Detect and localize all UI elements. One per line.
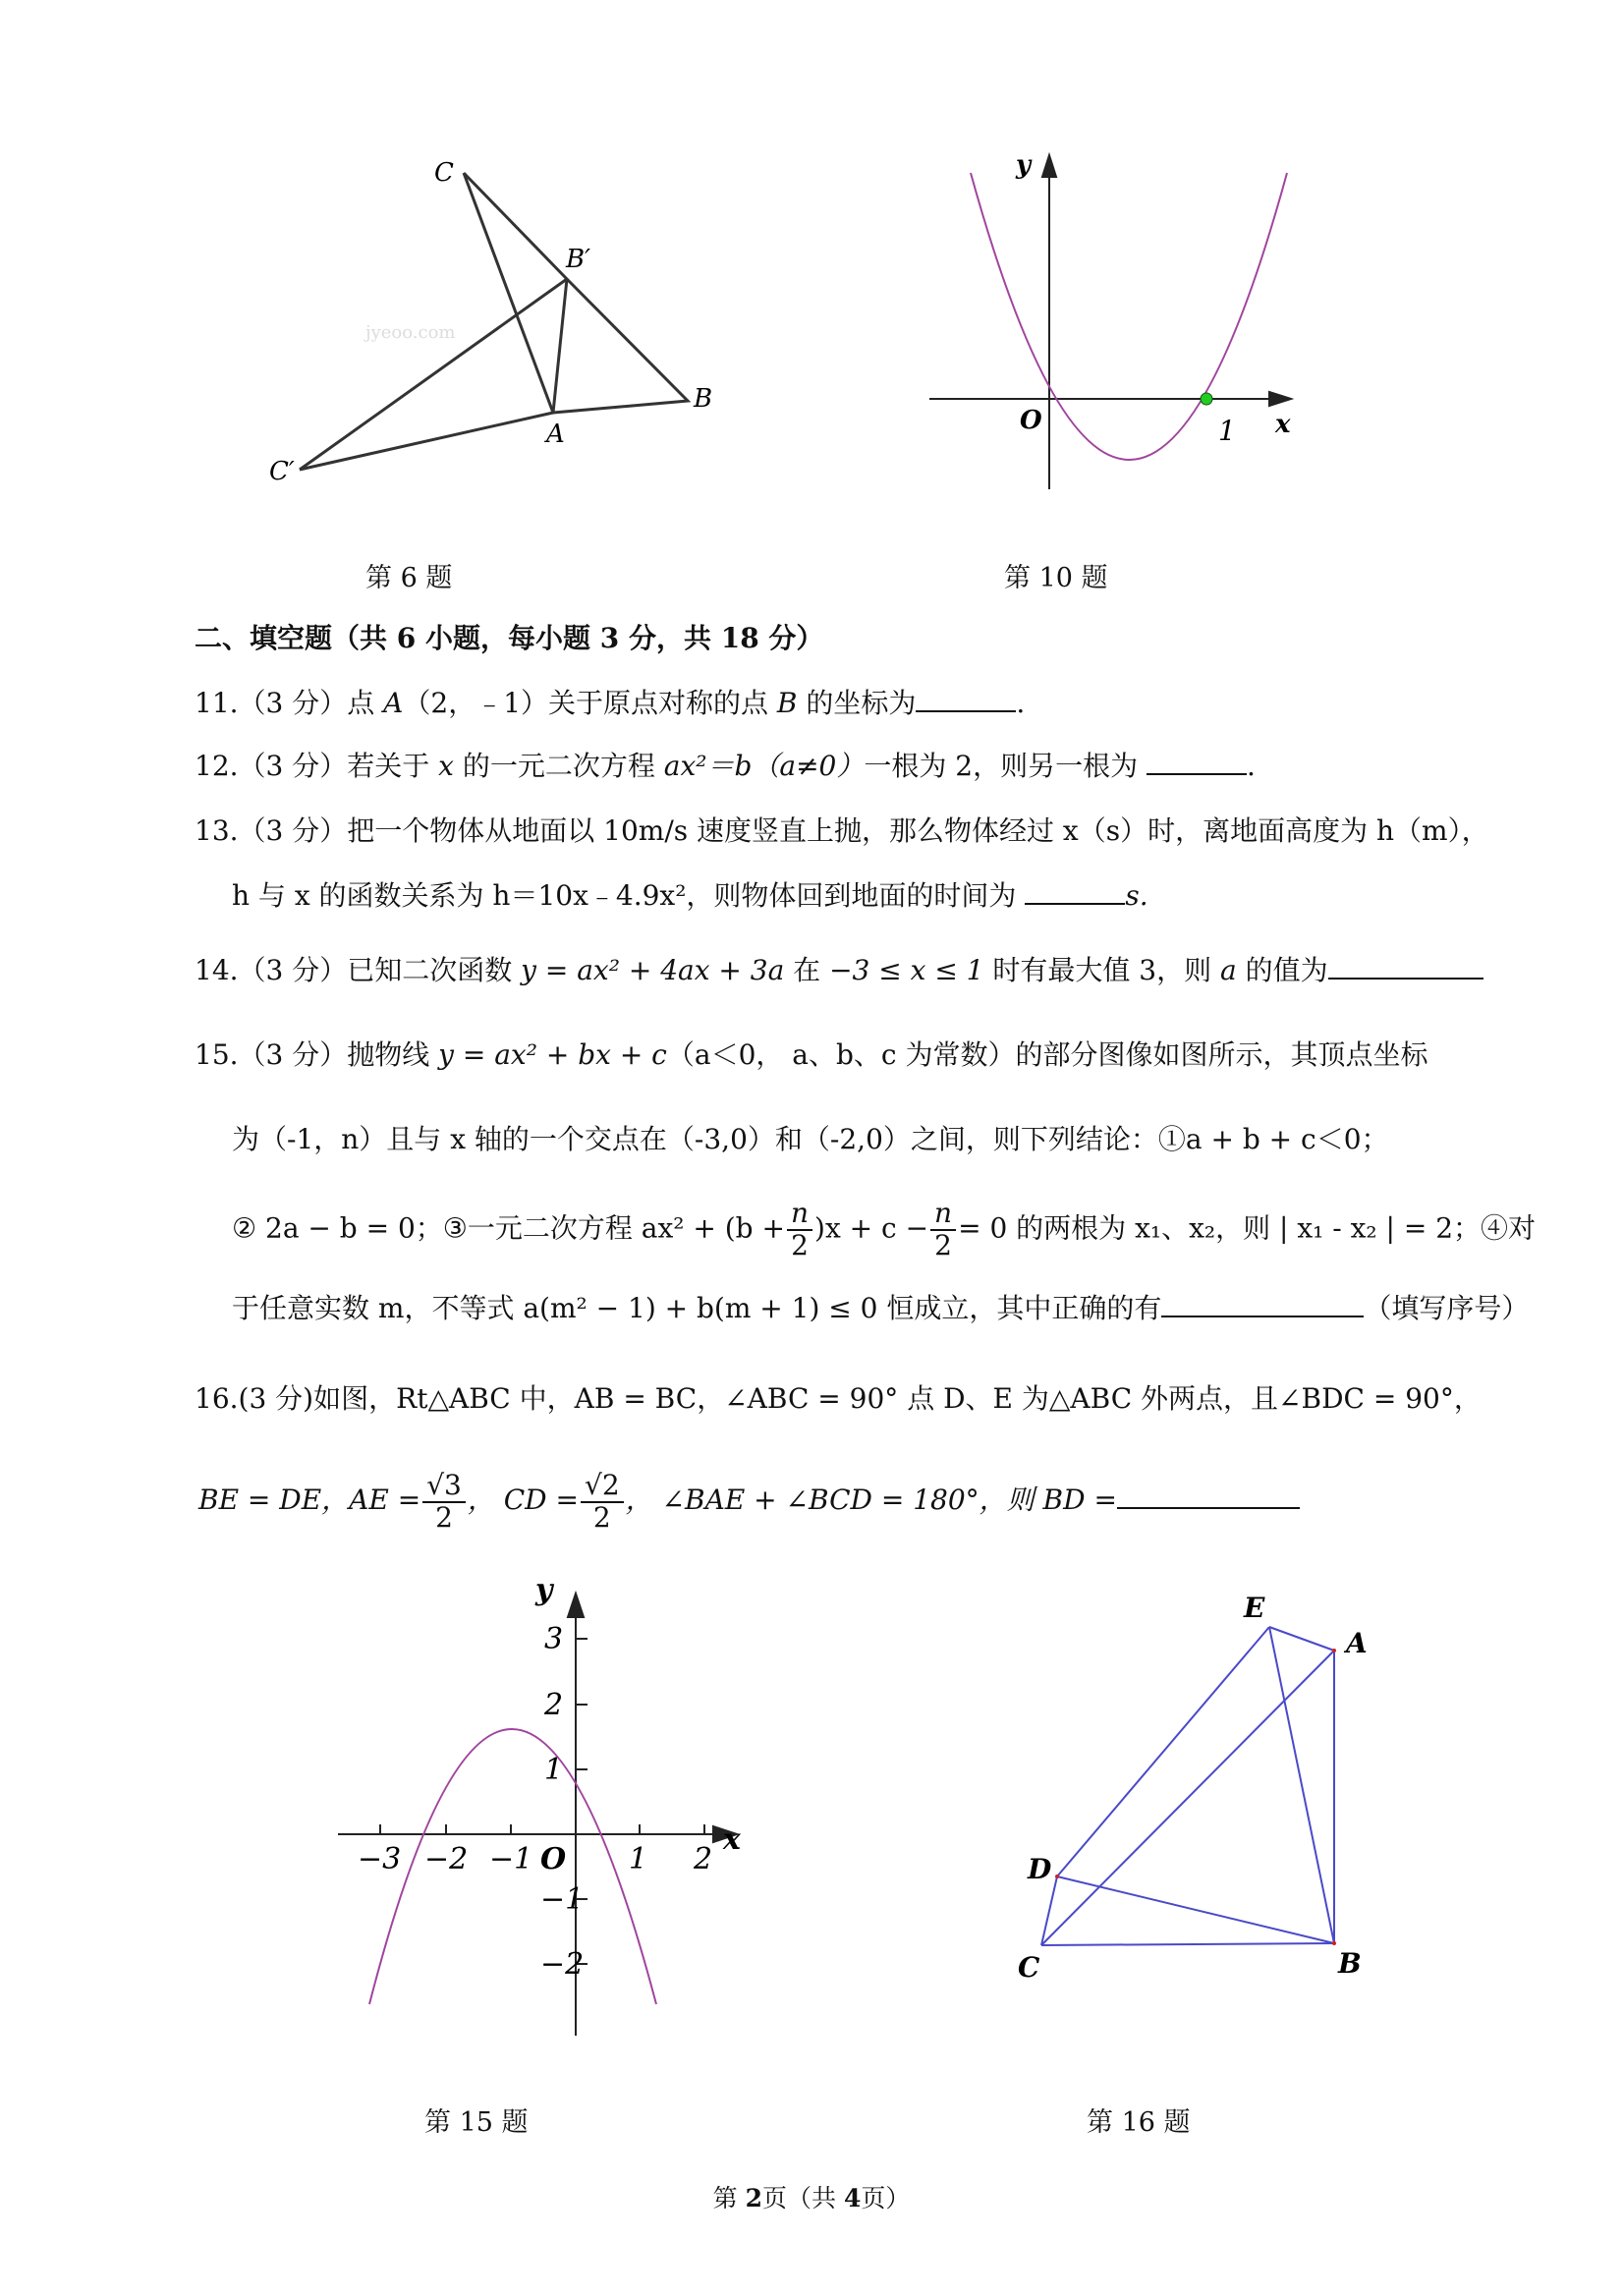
q15-frac-den: 2 — [934, 1228, 952, 1261]
q14-equation: y = ax² + 4ax + 3a — [521, 954, 785, 986]
q15-points: （3 分） — [238, 1038, 348, 1071]
q13-points: （3 分） — [238, 814, 348, 847]
q12-num: 12. — [195, 750, 239, 782]
fig6-label-c-prime: C′ — [269, 457, 295, 486]
q12-end: . — [1247, 750, 1256, 782]
fig10-label-y: y — [1016, 150, 1032, 180]
q16-frac-den: 2 — [592, 1500, 611, 1534]
q15-text: 于任意实数 m，不等式 a(m² − 1) + b(m + 1) ≤ 0 恒成立，其中正确的有 — [232, 1292, 1162, 1324]
q16-frac-num: √2 — [581, 1471, 624, 1503]
fig15-caption: 第 15 题 — [424, 2107, 529, 2138]
q15-text: 抛物线 — [347, 1038, 439, 1071]
q11-num: 11. — [195, 687, 239, 719]
q16-text: 如图，Rt△ABC 中，AB = BC，∠ABC = 90° 点 D、E 为△ABC 外两点，且∠BDC = 90°， — [313, 1382, 1482, 1415]
q15-text: 为（-1，n）且与 x 轴的一个交点在（-3,0）和（-2,0）之间，则下列结论：①a + b + c＜0； — [232, 1123, 1389, 1155]
fig10-label-one: 1 — [1218, 415, 1236, 447]
q16-frac-num: √3 — [422, 1471, 466, 1503]
q12-text: 若关于 — [347, 750, 439, 782]
fig16-label-e: E — [1244, 1592, 1265, 1624]
fig6-watermark: jyeoo.com — [365, 322, 456, 343]
q12-equation: ax²＝b（a≠0） — [663, 750, 865, 782]
q16-points: (3 分) — [238, 1382, 314, 1415]
q13-unit: s. — [1125, 879, 1148, 912]
fig15-label-x: x — [723, 1822, 741, 1857]
fig15-label-o: O — [540, 1842, 567, 1876]
q14-num: 14. — [195, 954, 239, 986]
q15-num: 15. — [195, 1038, 239, 1071]
q16-text: ， ∠BAE + ∠BCD = 180°，则 BD = — [625, 1484, 1117, 1516]
q14-points: （3 分） — [238, 954, 348, 986]
q16-text: ， CD = — [467, 1484, 579, 1516]
q15-frac-num: n — [930, 1199, 956, 1231]
q13-num: 13. — [195, 814, 239, 847]
fig16-label-b: B — [1338, 1947, 1362, 1980]
fig10-label-o: O — [1020, 406, 1042, 435]
q15-frac-den: 2 — [791, 1228, 809, 1261]
q15-text: )x + c − — [814, 1211, 929, 1245]
q12-var-x: x — [438, 750, 454, 782]
q15-frac-num: n — [787, 1199, 812, 1231]
fig6-caption: 第 6 题 — [365, 563, 453, 593]
q15-text: ② 2a − b = 0；③一元二次方程 ax² + (b + — [232, 1211, 785, 1245]
q14-text: 已知二次函数 — [347, 954, 522, 986]
q11-text: 点 — [347, 687, 384, 719]
fig16-label-c: C — [1018, 1951, 1040, 1984]
footer-text: 第 — [712, 2184, 746, 2212]
fig15-ytick: 2 — [544, 1688, 564, 1722]
fig15-xtick: −3 — [358, 1842, 402, 1876]
q14-var-a: a — [1220, 954, 1237, 986]
footer-text: 页（共 — [761, 2184, 844, 2212]
q11-end: . — [1016, 687, 1026, 719]
q13-text: 把一个物体从地面以 10m/s 速度竖直上抛，那么物体经过 x（s）时，离地面高度为 h（m）， — [347, 814, 1489, 847]
q16-num: 16. — [195, 1382, 239, 1415]
fig16-caption: 第 16 题 — [1087, 2107, 1191, 2138]
fig6-label-c: C — [434, 158, 454, 188]
section-title: 二、填空题（共 6 小题，每小题 3 分，共 18 分） — [195, 622, 824, 654]
q15-equation: y = ax² + bx + c — [438, 1038, 667, 1071]
fig10-caption: 第 10 题 — [1004, 563, 1108, 593]
fig15-xtick: −2 — [424, 1842, 469, 1876]
fig16-label-a: A — [1346, 1627, 1368, 1659]
fig6-label-b-prime: B′ — [566, 245, 591, 274]
fig6-label-b: B — [694, 384, 713, 414]
q15-text: = 0 的两根为 x₁、x₂，则 | x₁ - x₂ | = 2；④对 — [958, 1211, 1537, 1245]
footer-total-pages: 4 — [843, 2184, 862, 2212]
q16-text: BE = DE，AE = — [198, 1484, 421, 1516]
q14-text: 在 — [784, 954, 830, 986]
fig15-label-y: y — [535, 1573, 553, 1607]
fig15-xtick: −1 — [489, 1842, 533, 1876]
q15-text: （a＜0， a、b、c 为常数）的部分图像如图所示，其顶点坐标 — [666, 1038, 1428, 1071]
footer-page-number: 2 — [745, 2184, 762, 2212]
q11-text: 的坐标为 — [797, 687, 917, 719]
q14-text: 的值为 — [1236, 954, 1328, 986]
q16-frac-den: 2 — [435, 1500, 453, 1534]
fig15-xtick: 1 — [629, 1842, 648, 1876]
page-footer — [0, 2179, 1623, 2214]
footer-text: 页） — [861, 2184, 911, 2212]
fig15-ytick: −2 — [540, 1947, 585, 1982]
q14-text: 时有最大值 3，则 — [983, 954, 1221, 986]
q14-range: −3 ≤ x ≤ 1 — [829, 954, 984, 986]
fig15-xtick: 2 — [694, 1842, 713, 1876]
fig15-ytick: −1 — [540, 1882, 585, 1917]
fig15-ytick: 1 — [544, 1753, 564, 1787]
q11-point-b: B — [776, 687, 798, 719]
q11-point-a: A — [383, 687, 404, 719]
q12-text: 一根为 2，则另一根为 — [864, 750, 1147, 782]
fig10-label-x: x — [1275, 410, 1291, 439]
q13-text: h 与 x 的函数关系为 h＝10x﹣4.9x²，则物体回到地面的时间为 — [232, 879, 1026, 912]
q11-points: （3 分） — [238, 687, 348, 719]
fig16-label-d: D — [1028, 1853, 1052, 1885]
fig15-ytick: 3 — [544, 1622, 564, 1656]
q12-text: 的一元二次方程 — [453, 750, 664, 782]
fig6-label-a: A — [546, 420, 565, 449]
q12-points: （3 分） — [238, 750, 348, 782]
q11-text: （2，﹣1）关于原点对称的点 — [403, 687, 777, 719]
q15-text: （填写序号） — [1364, 1292, 1530, 1324]
